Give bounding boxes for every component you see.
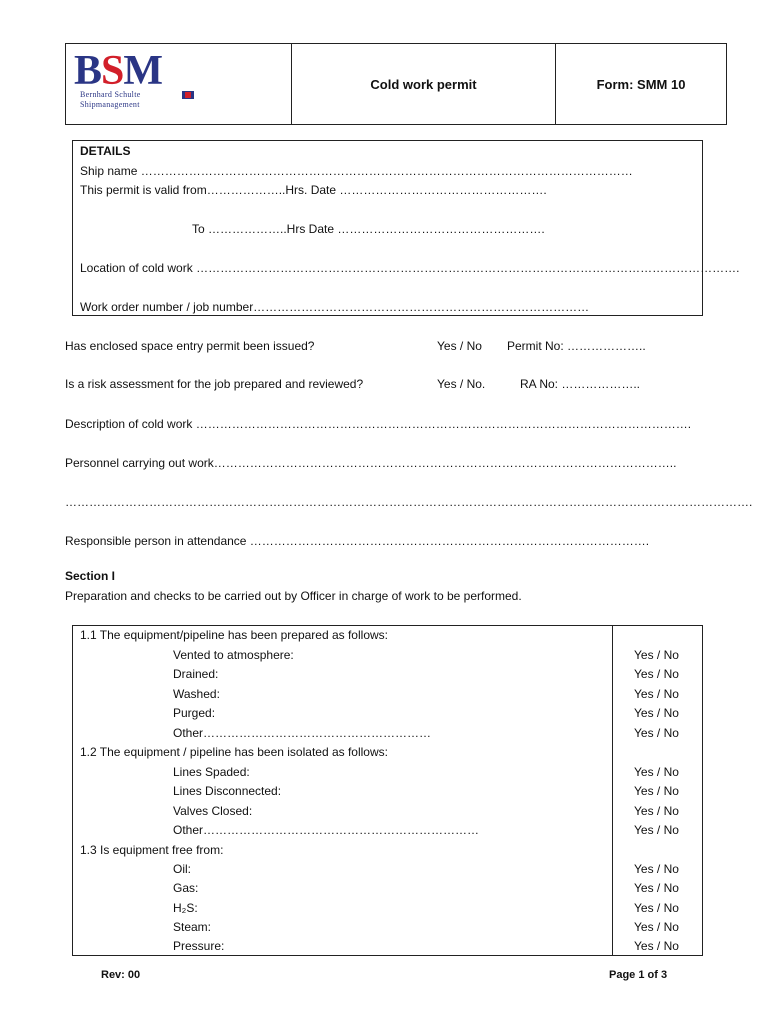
- check-item-gas: Gas:: [173, 881, 199, 895]
- check-item-drained: Drained:: [173, 667, 219, 681]
- ship-name-field[interactable]: Ship name ……………………………………………………………………………………………………………: [80, 164, 633, 178]
- revision-label: Rev: 00: [101, 969, 141, 981]
- enclosed-space-yes-no[interactable]: Yes / No: [437, 339, 482, 353]
- risk-assessment-question: Is a risk assessment for the job prepared and reviewed?: [65, 377, 364, 391]
- yes-no-oil[interactable]: Yes / No: [634, 862, 679, 876]
- yes-no-steam[interactable]: Yes / No: [634, 920, 679, 934]
- check-item-oil: Oil:: [173, 862, 191, 876]
- flag-icon: [182, 91, 194, 99]
- yes-no-purged[interactable]: Yes / No: [634, 706, 679, 720]
- yes-no-h2s[interactable]: Yes / No: [634, 901, 679, 915]
- valid-to-field[interactable]: To ………………..Hrs Date …………………………………………….: [192, 222, 545, 236]
- yes-no-drained[interactable]: Yes / No: [634, 667, 679, 681]
- yes-no-pressure[interactable]: Yes / No: [634, 939, 679, 953]
- form-number: Form: SMM 10: [596, 76, 686, 92]
- checklist-table: [72, 625, 703, 956]
- check-item-lines-disconnected: Lines Disconnected:: [173, 784, 282, 798]
- column-divider: [612, 626, 613, 955]
- check-item-vented: Vented to atmosphere:: [173, 648, 294, 662]
- description-field[interactable]: Description of cold work …………………………………………………………………………………………………………….: [65, 417, 692, 431]
- check-item-pressure: Pressure:: [173, 939, 225, 953]
- yes-no-lines-spaded[interactable]: Yes / No: [634, 765, 679, 779]
- section-subtitle: Preparation and checks to be carried out by Officer in charge of work to be performed.: [65, 589, 522, 603]
- personnel-continuation-line[interactable]: ……………………………………………………………………………………………………………………………………………………….: [65, 495, 753, 509]
- document-header: [65, 43, 727, 125]
- page-number: Page 1 of 3: [609, 969, 668, 981]
- section-title: Section I: [65, 569, 116, 583]
- personnel-field[interactable]: Personnel carrying out work……………………………………………………………………………………………………..: [65, 456, 677, 470]
- check-item-lines-spaded: Lines Spaded:: [173, 765, 250, 779]
- details-box: [72, 140, 740, 316]
- enclosed-space-question: Has enclosed space entry permit been issued?: [65, 339, 315, 353]
- logo-subtitle: Bernhard Schulte Shipmanagement: [80, 90, 141, 109]
- checklist-heading-1-2: 1.2 The equipment / pipeline has been isolated as follows:: [80, 745, 388, 759]
- yes-no-gas[interactable]: Yes / No: [634, 881, 679, 895]
- check-item-h2s: H₂S:: [173, 901, 198, 915]
- checklist-heading-1-1: 1.1 The equipment/pipeline has been prepared as follows:: [80, 628, 388, 642]
- work-order-field[interactable]: Work order number / job number…………………………………………………………………………: [80, 300, 590, 314]
- check-item-steam: Steam:: [173, 920, 212, 934]
- check-item-purged: Purged:: [173, 706, 216, 720]
- permit-no-field[interactable]: Permit No: ………………..: [507, 339, 646, 353]
- yes-no-vented[interactable]: Yes / No: [634, 648, 679, 662]
- yes-no-other-1[interactable]: Yes / No: [634, 726, 679, 740]
- valid-from-field[interactable]: This permit is valid from………………..Hrs. Date …………………………………………….: [80, 183, 547, 197]
- yes-no-other-2[interactable]: Yes / No: [634, 823, 679, 837]
- check-item-valves-closed: Valves Closed:: [173, 804, 253, 818]
- details-heading: DETAILS: [80, 144, 131, 158]
- logo-cell: [66, 44, 292, 124]
- risk-assessment-yes-no[interactable]: Yes / No.: [437, 377, 486, 391]
- company-logo: BSM: [74, 48, 163, 94]
- check-item-other-2[interactable]: Other……………………………………………………………: [173, 823, 480, 837]
- checklist-heading-1-3: 1.3 Is equipment free from:: [80, 843, 224, 857]
- yes-no-lines-disconnected[interactable]: Yes / No: [634, 784, 679, 798]
- responsible-person-field[interactable]: Responsible person in attendance ……………………………………………………………………………………….: [65, 534, 650, 548]
- check-item-other-1[interactable]: Other…………………………………………………: [173, 726, 432, 740]
- yes-no-washed[interactable]: Yes / No: [634, 687, 679, 701]
- check-item-washed: Washed:: [173, 687, 220, 701]
- document-title: Cold work permit: [292, 44, 556, 124]
- yes-no-valves-closed[interactable]: Yes / No: [634, 804, 679, 818]
- ra-no-field[interactable]: RA No: ………………..: [520, 377, 641, 391]
- location-field[interactable]: Location of cold work ……………………………………………………………………………………………………………………….: [80, 261, 740, 275]
